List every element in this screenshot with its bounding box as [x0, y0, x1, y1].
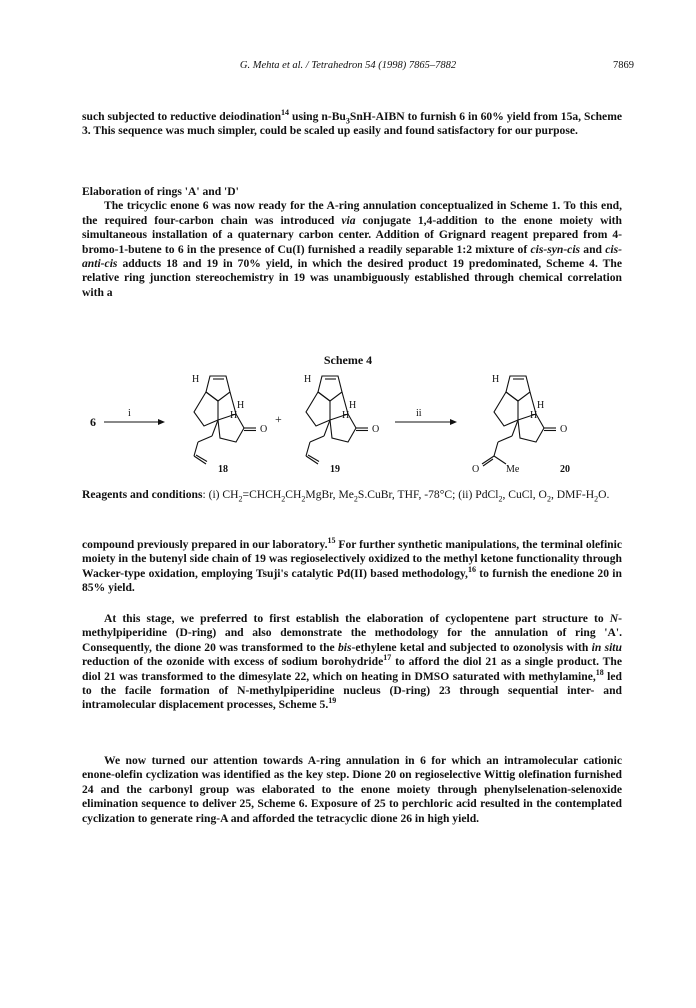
p2-cpd6: 6: [202, 199, 209, 213]
atom-o-19: O: [372, 424, 380, 435]
r-s6: 2: [546, 494, 551, 504]
p2-via: via: [341, 213, 356, 227]
p1-text-a: such subjected to reductive deiodination: [82, 110, 282, 123]
r-t2: =CHCH: [242, 488, 282, 501]
paragraph-5: [82, 754, 622, 826]
step-ii-label: ii: [416, 408, 422, 419]
label-18: 18: [218, 464, 228, 475]
p4-e: reduction of the ozonide with excess of sodium borohydride: [82, 655, 384, 669]
p2-cpd19: 19: [206, 257, 218, 271]
reagents-label: Reagents and conditions: [82, 488, 203, 501]
p1-text-c: SnH-AIBN to furnish: [349, 110, 460, 123]
r-t1: : (i) CH: [202, 488, 239, 501]
p1-text-d: in 60% yield from: [465, 110, 561, 123]
step-i-label: i: [128, 408, 131, 419]
r-t5: S.CuBr, THF, -78°C; (ii) PdCl: [357, 488, 499, 501]
scheme-title: Scheme 4: [323, 353, 373, 367]
p3-b: For further synthetic manipulations, the terminal olefinic moiety in the butenyl side chain of: [82, 538, 622, 566]
p5-c: on regioselective Wittig olefination furnished: [396, 768, 622, 782]
ref-18: 18: [595, 667, 604, 677]
p4-cpd20: 20: [204, 640, 216, 654]
p4-c: was transformed to the: [215, 640, 338, 654]
p5-cpd25: 25: [239, 797, 252, 811]
p2-b: was now ready for the A-ring annulation conceptualized in Scheme 1. To this end, the required four-carbon chain was introduced: [82, 199, 623, 227]
p4-b: -methylpiperidine (D-ring) and also demonstrate the methodology for the annulation of ring 'A'. Consequently, the dione: [82, 612, 622, 654]
reagents-and-conditions: [82, 488, 622, 502]
atom-h-20a: H: [492, 374, 500, 385]
running-title: G. Mehta et al. / Tetrahedron 54 (1998) 7865–7882: [239, 60, 457, 71]
p2-csc: cis-syn-cis: [530, 242, 581, 256]
r-s4: 2: [353, 494, 358, 504]
p4-i: , which on heating in DMSO saturated with methylamine,: [306, 669, 596, 683]
p2-cpd19c: 19: [293, 271, 306, 285]
p2-d: in the presence of Cu(I) furnished a readily separable 1:2 mixture of: [183, 242, 531, 256]
paragraph-1: [82, 110, 622, 139]
r-s5: 2: [498, 494, 503, 504]
p1-sub-3: 3: [345, 116, 350, 126]
p4-k: through sequential inter- and intramolecular displacement processes, Scheme 5.: [82, 684, 622, 712]
p3-a: compound previously prepared in our laboratory.: [82, 538, 328, 551]
page-number: 7869: [613, 60, 634, 71]
p4-cpd22: 22: [294, 669, 307, 683]
p4-a: At this stage, we preferred to first establish the elaboration of cyclopentene part structure to: [104, 612, 610, 625]
p2-c: conjugate 1,4-addition to the enone moiety with simultaneous installation of a quaternary carbon center. Addition of Grignard reagent prepared from 4-bromo-1-butene to: [82, 213, 622, 256]
atom-h-20b: H: [537, 400, 545, 411]
p4-cpd21: 21: [485, 655, 497, 669]
p4-h: was transformed to the dimesylate: [115, 669, 295, 683]
r-s1: 2: [238, 494, 243, 504]
p4-cpd23: 23: [438, 684, 451, 698]
p2-g: and: [177, 257, 207, 271]
running-head: [0, 60, 696, 76]
r-s7: 2: [594, 494, 599, 504]
p2-cpd6b: 6: [177, 242, 184, 256]
p5-g: in high yield.: [412, 811, 480, 825]
p2-j: was unambiguously established through chemical correlation with a: [82, 271, 622, 299]
p5-b: for which an intramolecular cationic enone-olefin cyclization was identified as the key step. Dione: [82, 754, 622, 782]
p4-f: to afford the diol: [391, 655, 486, 669]
p2-cac: cis-anti-cis: [82, 242, 622, 271]
atom-o-20a: O: [560, 424, 568, 435]
atom-o-18: O: [260, 424, 268, 435]
r-t6: , CuCl, O: [502, 488, 547, 501]
p4-d: -ethylene ketal and subjected to ozonolysis with: [351, 640, 592, 654]
p5-cpd24: 24: [82, 782, 94, 796]
p5-cpd25b: 25: [374, 797, 386, 811]
label-20: 20: [560, 464, 570, 475]
p4-insitu: in situ: [591, 640, 622, 654]
ref-17: 17: [383, 653, 392, 663]
ref-19: 19: [328, 696, 337, 706]
r-t7: , DMF-H: [550, 488, 595, 501]
p4-j: led to the facile formation of N-methylpiperidine nucleus (D-ring): [82, 669, 622, 698]
atom-h-20c: H: [530, 410, 538, 421]
p3-e: in 85% yield.: [82, 566, 622, 595]
r-t8: O.: [598, 488, 610, 501]
atom-h-18c: H: [230, 410, 238, 421]
p5-f: to perchloric acid resulted in the contemplated cyclization to generate ring-A and afforded the tetracyclic dione: [82, 797, 622, 825]
atom-h-19c: H: [342, 410, 350, 421]
p4-n: N: [609, 612, 619, 625]
p2-a: The tricyclic enone: [104, 199, 203, 213]
p5-cpd6: 6: [420, 754, 426, 767]
p5-d: and the carbonyl group was elaborated to the enone moiety through phenylselenation-selenoxide elimination sequence to deliver: [82, 782, 622, 811]
atom-o-20b: O: [472, 464, 480, 475]
p4-g: as a single product. The diol: [82, 655, 623, 683]
scheme-4-diagram: [70, 368, 630, 480]
p2-h: in 70% yield, in which the desired product: [218, 257, 453, 271]
paragraph-4: [82, 612, 622, 713]
compound-15a-ref: 15a: [560, 110, 579, 123]
structure-19: [304, 374, 379, 475]
atom-h-19a: H: [304, 374, 312, 385]
p4-cpd21b: 21: [104, 669, 116, 683]
p1-text-b: using n-Bu: [289, 110, 346, 123]
structure-20: [472, 374, 570, 475]
p3-d: to furnish the enedione: [475, 566, 598, 580]
p2-cpd18: 18: [166, 257, 178, 271]
p1-text-e: , Scheme 3. This sequence was much simpler, could be scaled up easily and found satisfactory for our purpose.: [82, 110, 622, 138]
p4-bis: bis: [337, 640, 352, 654]
r-s2: 2: [281, 494, 286, 504]
p5-e: , Scheme 6. Exposure of: [251, 797, 375, 811]
arrow-ii-head-icon: [450, 419, 457, 425]
atom-h-18b: H: [237, 400, 245, 411]
p5-cpd20: 20: [384, 768, 397, 782]
p2-f: adducts: [117, 257, 167, 271]
compound-6-ref: 6: [459, 110, 466, 123]
r-t4: MgBr, Me: [305, 488, 354, 501]
p2-i: predominated, Scheme 4. The relative ring junction stereochemistry in: [82, 257, 622, 285]
p2-cpd19b: 19: [452, 257, 464, 271]
label-19: 19: [330, 464, 340, 475]
p2-e: and: [580, 242, 606, 256]
plus-sign: +: [275, 412, 282, 426]
section-heading: Elaboration of rings 'A' and 'D': [82, 185, 239, 198]
paragraph-2: [82, 199, 622, 300]
r-t3: CH: [285, 488, 302, 501]
p3-cpd20: 20: [597, 566, 610, 580]
atom-me-20: Me: [506, 464, 520, 475]
ref-16: 16: [467, 564, 476, 574]
p3-cpd19: 19: [254, 552, 266, 566]
ref-15: 15: [327, 536, 336, 546]
atom-h-18a: H: [192, 374, 200, 385]
arrow-i-head-icon: [158, 419, 165, 425]
p3-c: was regioselectively oxidized to the methyl ketone functionality through Wacker-type oxidation, employing Tsuji's catalytic Pd(II) based methodology,: [82, 552, 622, 580]
ref-14: 14: [281, 108, 290, 118]
section-block: [82, 185, 622, 300]
start-compound-label: 6: [90, 415, 96, 429]
r-s3: 2: [301, 494, 306, 504]
p5-a: We now turned our attention towards A-ring annulation in: [104, 754, 421, 767]
structure-18: [192, 374, 267, 475]
atom-h-19b: H: [349, 400, 357, 411]
paragraph-3: [82, 538, 622, 596]
p5-cpd26: 26: [400, 811, 413, 825]
